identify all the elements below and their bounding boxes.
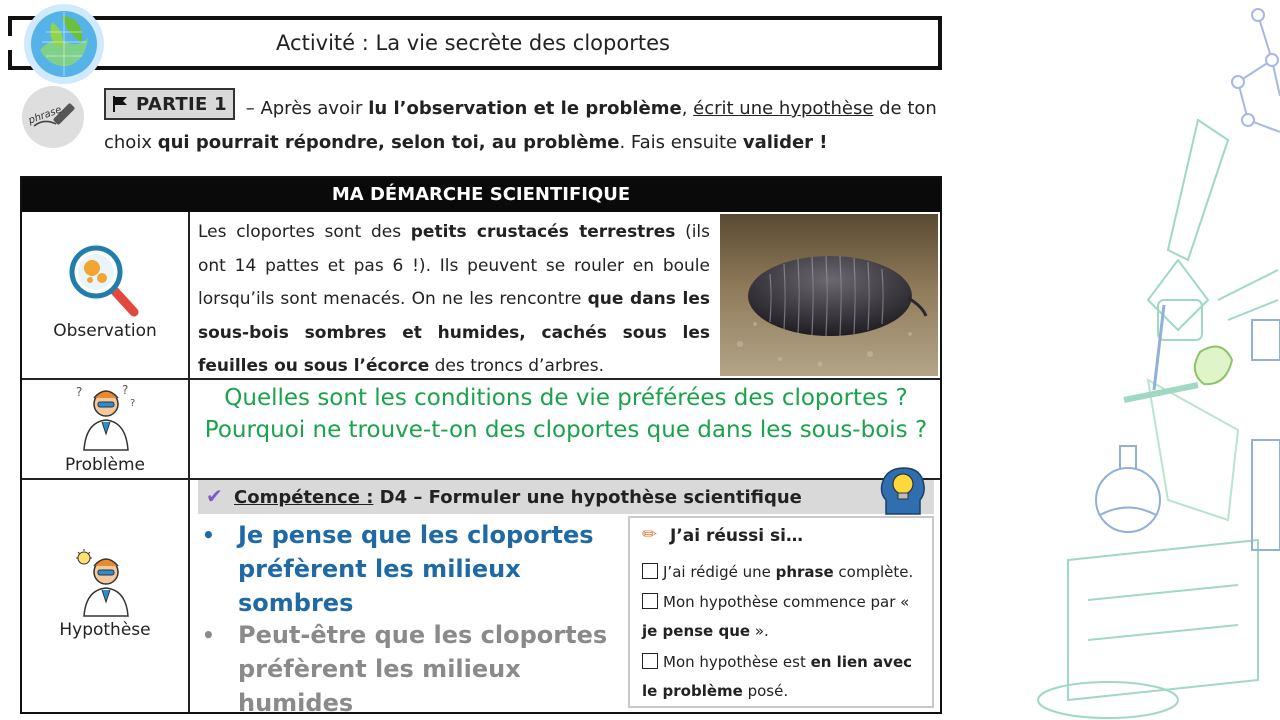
criterion-3-bold: en lien avec le problème [642,653,913,700]
head-lightbulb-icon [878,464,928,516]
phrase-badge-label: phrase [27,104,64,127]
obs-bold-2: que dans les sous-bois sombres et humides, cachés sous les feuilles ou sous l’écorce [198,289,710,376]
competence-bar [198,480,934,514]
woodlouse-photo [720,214,938,376]
idea-scientist-icon [74,548,138,618]
obs-text-1: Les cloportes sont des [198,222,411,242]
criterion-2-bold: je pense que [642,622,751,640]
instr-bold-1: lu l’observation et le problème [368,98,682,119]
svg-text:?: ? [76,385,83,399]
hypothesis-item-1[interactable] [198,518,618,620]
bullet-icon: • [202,523,215,547]
problem-question-2: Pourquoi ne trouve-t-on des cloportes que dans les sous-bois ? [204,417,928,443]
success-title: J’ai réussi si… [670,526,803,546]
instr-text-3: de ton choix [104,98,937,153]
problem-question-1: Quelles sont les conditions de vie préférées des cloportes ? [224,385,908,411]
hypothesis-label: Hypothèse [59,620,151,640]
thinking-scientist-icon [74,382,138,452]
table-header: MA DÉMARCHE SCIENTIFIQUE [22,178,940,212]
column-divider [188,212,190,712]
competence-text [234,487,802,508]
instr-text-2: , [681,98,694,119]
criterion-2[interactable] [642,588,924,646]
criterion-1-end: complète. [833,563,914,581]
flag-icon [112,95,128,113]
checkbox[interactable] [642,563,658,579]
part-tag-label: PARTIE 1 [136,93,227,115]
observation-text [198,216,710,384]
part-tag [104,88,235,120]
instr-bold-3: valider ! [742,132,828,153]
obs-bold-1: petits crustacés terrestres [410,222,676,242]
hypothesis-item-1-text: Je pense que les cloportes préfèrent les milieux sombres [238,521,594,617]
instr-text-4: . Fais ensuite [619,132,743,153]
criterion-1-text: J’ai rédigé une [663,563,776,581]
lab-equipment-illustration [1028,0,1280,720]
earth-leaf-logo-icon [22,2,106,86]
obs-text-3: des troncs d’arbres. [429,356,604,376]
check-icon: ✔ [206,484,223,508]
title-banner [8,16,942,70]
svg-text:?: ? [130,398,136,409]
instr-text-1: – Après avoir [240,98,369,119]
magnifier-bacteria-icon [68,244,140,318]
criterion-2-text: Mon hypothèse commence par « [663,593,910,611]
criterion-3-text: Mon hypothèse est [663,653,811,671]
problem-text [192,382,940,446]
problem-label: Problème [65,455,145,475]
instr-bold-2: qui pourrait répondre, selon toi, au problème [157,132,620,153]
criterion-3-end: posé. [742,682,789,700]
scientific-approach-table [20,176,942,717]
competence-label: Compétence : [234,487,374,508]
instr-underline: écrit une hypothèse [693,98,874,119]
observation-label: Observation [53,321,157,341]
criterion-3[interactable] [642,648,924,706]
obs-text-2: (ils ont 14 pattes et pas 6 !). Ils peuvent se rouler en boule lorsqu’ils sont menacés. On ne les rencontre [198,222,711,309]
criterion-2-end: ». [750,622,769,640]
bullet-icon: • [202,623,215,647]
page-title: Activité : La vie secrète des cloportes [276,31,670,55]
hypothesis-item-2[interactable] [198,618,618,720]
criterion-1-bold: phrase [775,563,834,581]
criterion-1[interactable] [642,558,924,587]
phrase-badge [22,86,84,148]
pencil-icon: ✏ [642,524,658,545]
competence-description: D4 – Formuler une hypothèse scientifique [373,487,802,508]
checkbox[interactable] [642,593,658,609]
svg-text:?: ? [122,383,129,397]
hypothesis-item-2-text: Peut-être que les cloportes préfèrent les milieux humides [238,621,608,717]
success-criteria-box [628,516,934,708]
checkbox[interactable] [642,653,658,669]
